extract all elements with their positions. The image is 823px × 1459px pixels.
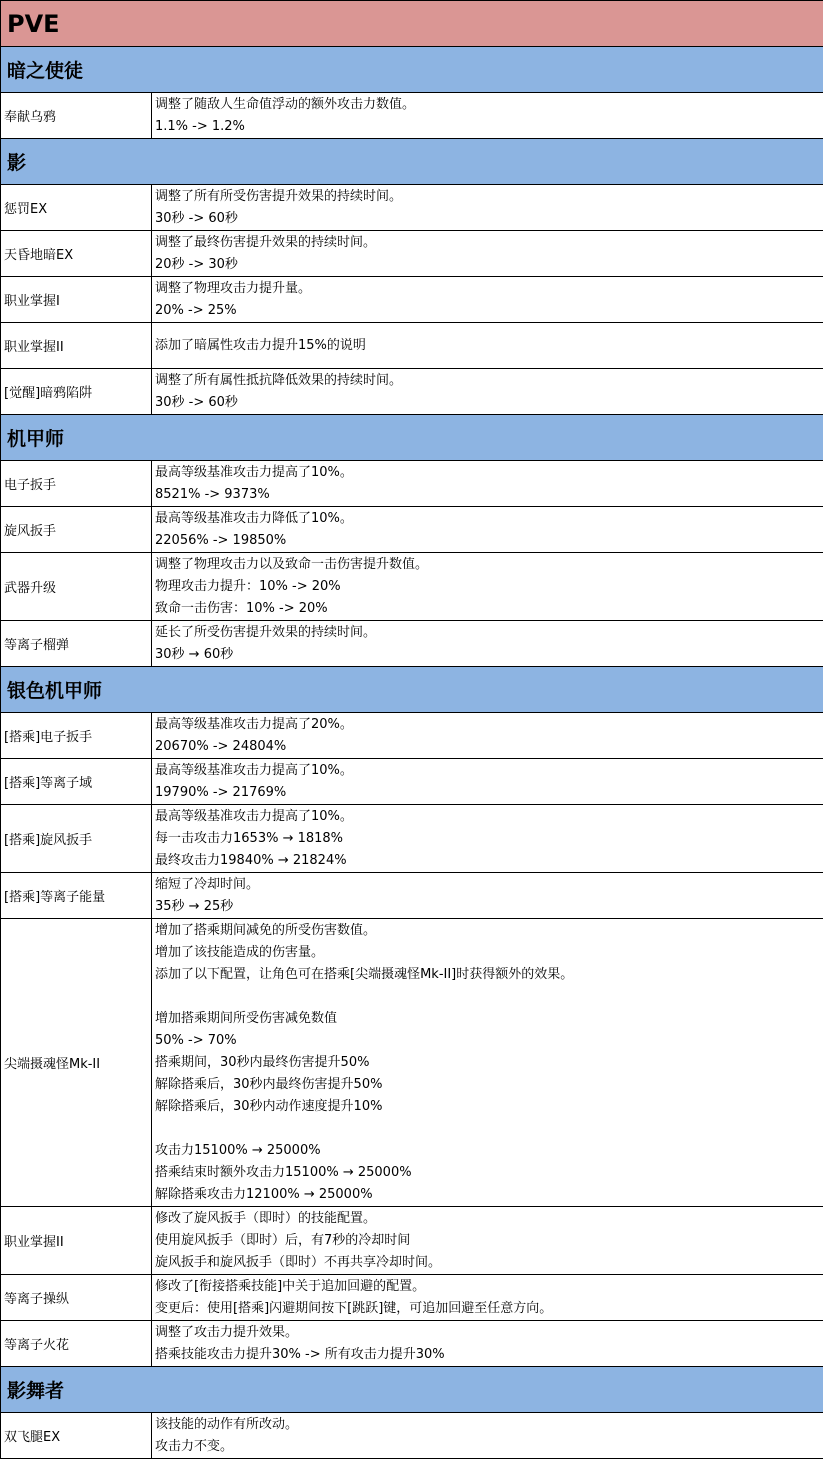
section-title: 暗之使徒 [1,47,823,93]
patch-notes-body [1,1,823,1459]
description-line: 增加了该技能造成的伤害量。 [155,942,823,964]
change-description [152,461,823,507]
skill-name: 等离子操纵 [1,1275,152,1321]
skill-name: 职业掌握II [1,1207,152,1275]
description-line: 延长了所受伤害提升效果的持续时间。 [155,622,823,644]
table-row [1,805,823,873]
skill-name: 天昏地暗EX [1,231,152,277]
description-line: 攻击力不变。 [155,1436,823,1458]
description-line: 调整了随敌人生命值浮动的额外攻击力数值。 [155,94,823,116]
table-row [1,553,823,621]
description-line: 搭乘期间，30秒内最终伤害提升50% [155,1052,823,1074]
skill-name: [搭乘]旋风扳手 [1,805,152,873]
table-row [1,759,823,805]
description-line: 最高等级基准攻击力提高了10%。 [155,806,823,828]
description-line: 添加了以下配置，让角色可在搭乘[尖端摄魂怪Mk-II]时获得额外的效果。 [155,964,823,986]
description-line: 1.1% -> 1.2% [155,116,823,138]
description-line: 调整了物理攻击力以及致命一击伤害提升数值。 [155,554,823,576]
description-line: 解除搭乘后，30秒内最终伤害提升50% [155,1074,823,1096]
description-line: 30秒 -> 60秒 [155,392,823,414]
table-row [1,185,823,231]
section-title: 影舞者 [1,1367,823,1413]
description-line: 20秒 -> 30秒 [155,254,823,276]
table-row [1,873,823,919]
section-header-row [1,139,823,185]
skill-name: [搭乘]等离子域 [1,759,152,805]
description-line: 该技能的动作有所改动。 [155,1414,823,1436]
description-line: 30秒 -> 60秒 [155,208,823,230]
skill-name: 双飞腿EX [1,1413,152,1459]
section-title: 机甲师 [1,415,823,461]
section-header-row [1,667,823,713]
change-description [152,873,823,919]
skill-name: 尖端摄魂怪Mk-II [1,919,152,1207]
title-row [1,1,823,47]
skill-name: [搭乘]电子扳手 [1,713,152,759]
description-line: 22056% -> 19850% [155,530,823,552]
skill-name: 职业掌握I [1,277,152,323]
description-line: 解除搭乘后，30秒内动作速度提升10% [155,1096,823,1118]
change-description [152,323,823,369]
description-line: 添加了暗属性攻击力提升15%的说明 [155,335,823,357]
change-description [152,919,823,1207]
change-description [152,553,823,621]
skill-name: [觉醒]暗鸦陷阱 [1,369,152,415]
section-header-row [1,47,823,93]
change-description [152,1321,823,1367]
description-line: 调整了所有所受伤害提升效果的持续时间。 [155,186,823,208]
table-row [1,1275,823,1321]
description-line: 8521% -> 9373% [155,484,823,506]
description-line: 解除搭乘攻击力12100% → 25000% [155,1184,823,1206]
description-line: 20% -> 25% [155,300,823,322]
description-line: 旋风扳手和旋风扳手（即时）不再共享冷却时间。 [155,1252,823,1274]
section-title: 影 [1,139,823,185]
skill-name: 惩罚EX [1,185,152,231]
section-header-row [1,1367,823,1413]
table-row [1,1321,823,1367]
description-line: 缩短了冷却时间。 [155,874,823,896]
description-line [155,1118,823,1140]
section-title: 银色机甲师 [1,667,823,713]
change-description [152,1413,823,1459]
skill-name: 奉献乌鸦 [1,93,152,139]
description-line: 搭乘结束时额外攻击力15100% → 25000% [155,1162,823,1184]
description-line: 调整了最终伤害提升效果的持续时间。 [155,232,823,254]
table-row [1,93,823,139]
description-line: 最高等级基准攻击力提高了10%。 [155,760,823,782]
description-line: 物理攻击力提升：10% -> 20% [155,576,823,598]
description-line: 调整了攻击力提升效果。 [155,1322,823,1344]
table-row [1,369,823,415]
description-line: 最高等级基准攻击力提高了20%。 [155,714,823,736]
description-line: 30秒 → 60秒 [155,644,823,666]
description-line: 攻击力15100% → 25000% [155,1140,823,1162]
table-row [1,713,823,759]
change-description [152,759,823,805]
description-line: 每一击攻击力1653% → 1818% [155,828,823,850]
table-row [1,1207,823,1275]
change-description [152,1275,823,1321]
table-row [1,507,823,553]
change-description [152,185,823,231]
description-line: 致命一击伤害：10% -> 20% [155,598,823,620]
change-description [152,1207,823,1275]
description-line: 修改了旋风扳手（即时）的技能配置。 [155,1208,823,1230]
description-line: 搭乘技能攻击力提升30% -> 所有攻击力提升30% [155,1344,823,1366]
description-line: 20670% -> 24804% [155,736,823,758]
description-line: 调整了物理攻击力提升量。 [155,278,823,300]
change-description [152,93,823,139]
change-description [152,621,823,667]
skill-name: 武器升级 [1,553,152,621]
description-line: 最高等级基准攻击力降低了10%。 [155,508,823,530]
skill-name: [搭乘]等离子能量 [1,873,152,919]
description-line [155,986,823,1008]
table-row [1,919,823,1207]
skill-name: 旋风扳手 [1,507,152,553]
skill-name: 等离子火花 [1,1321,152,1367]
description-line: 变更后：使用[搭乘]闪避期间按下[跳跃]键，可追加回避至任意方向。 [155,1298,823,1320]
description-line: 50% -> 70% [155,1030,823,1052]
table-row [1,277,823,323]
skill-name: 职业掌握II [1,323,152,369]
table-row [1,621,823,667]
table-row [1,323,823,369]
description-line: 最高等级基准攻击力提高了10%。 [155,462,823,484]
description-line: 调整了所有属性抵抗降低效果的持续时间。 [155,370,823,392]
change-description [152,369,823,415]
skill-name: 电子扳手 [1,461,152,507]
table-row [1,231,823,277]
description-line: 使用旋风扳手（即时）后，有7秒的冷却时间 [155,1230,823,1252]
description-line: 增加搭乘期间所受伤害减免数值 [155,1008,823,1030]
change-description [152,231,823,277]
table-row [1,1413,823,1459]
change-description [152,805,823,873]
table-row [1,461,823,507]
description-line: 19790% -> 21769% [155,782,823,804]
skill-name: 等离子榴弹 [1,621,152,667]
description-line: 修改了[衔接搭乘技能]中关于追加回避的配置。 [155,1276,823,1298]
section-header-row [1,415,823,461]
change-description [152,277,823,323]
page-title: PVE [1,1,823,47]
change-description [152,507,823,553]
description-line: 35秒 → 25秒 [155,896,823,918]
description-line: 最终攻击力19840% → 21824% [155,850,823,872]
change-description [152,713,823,759]
description-line: 增加了搭乘期间减免的所受伤害数值。 [155,920,823,942]
